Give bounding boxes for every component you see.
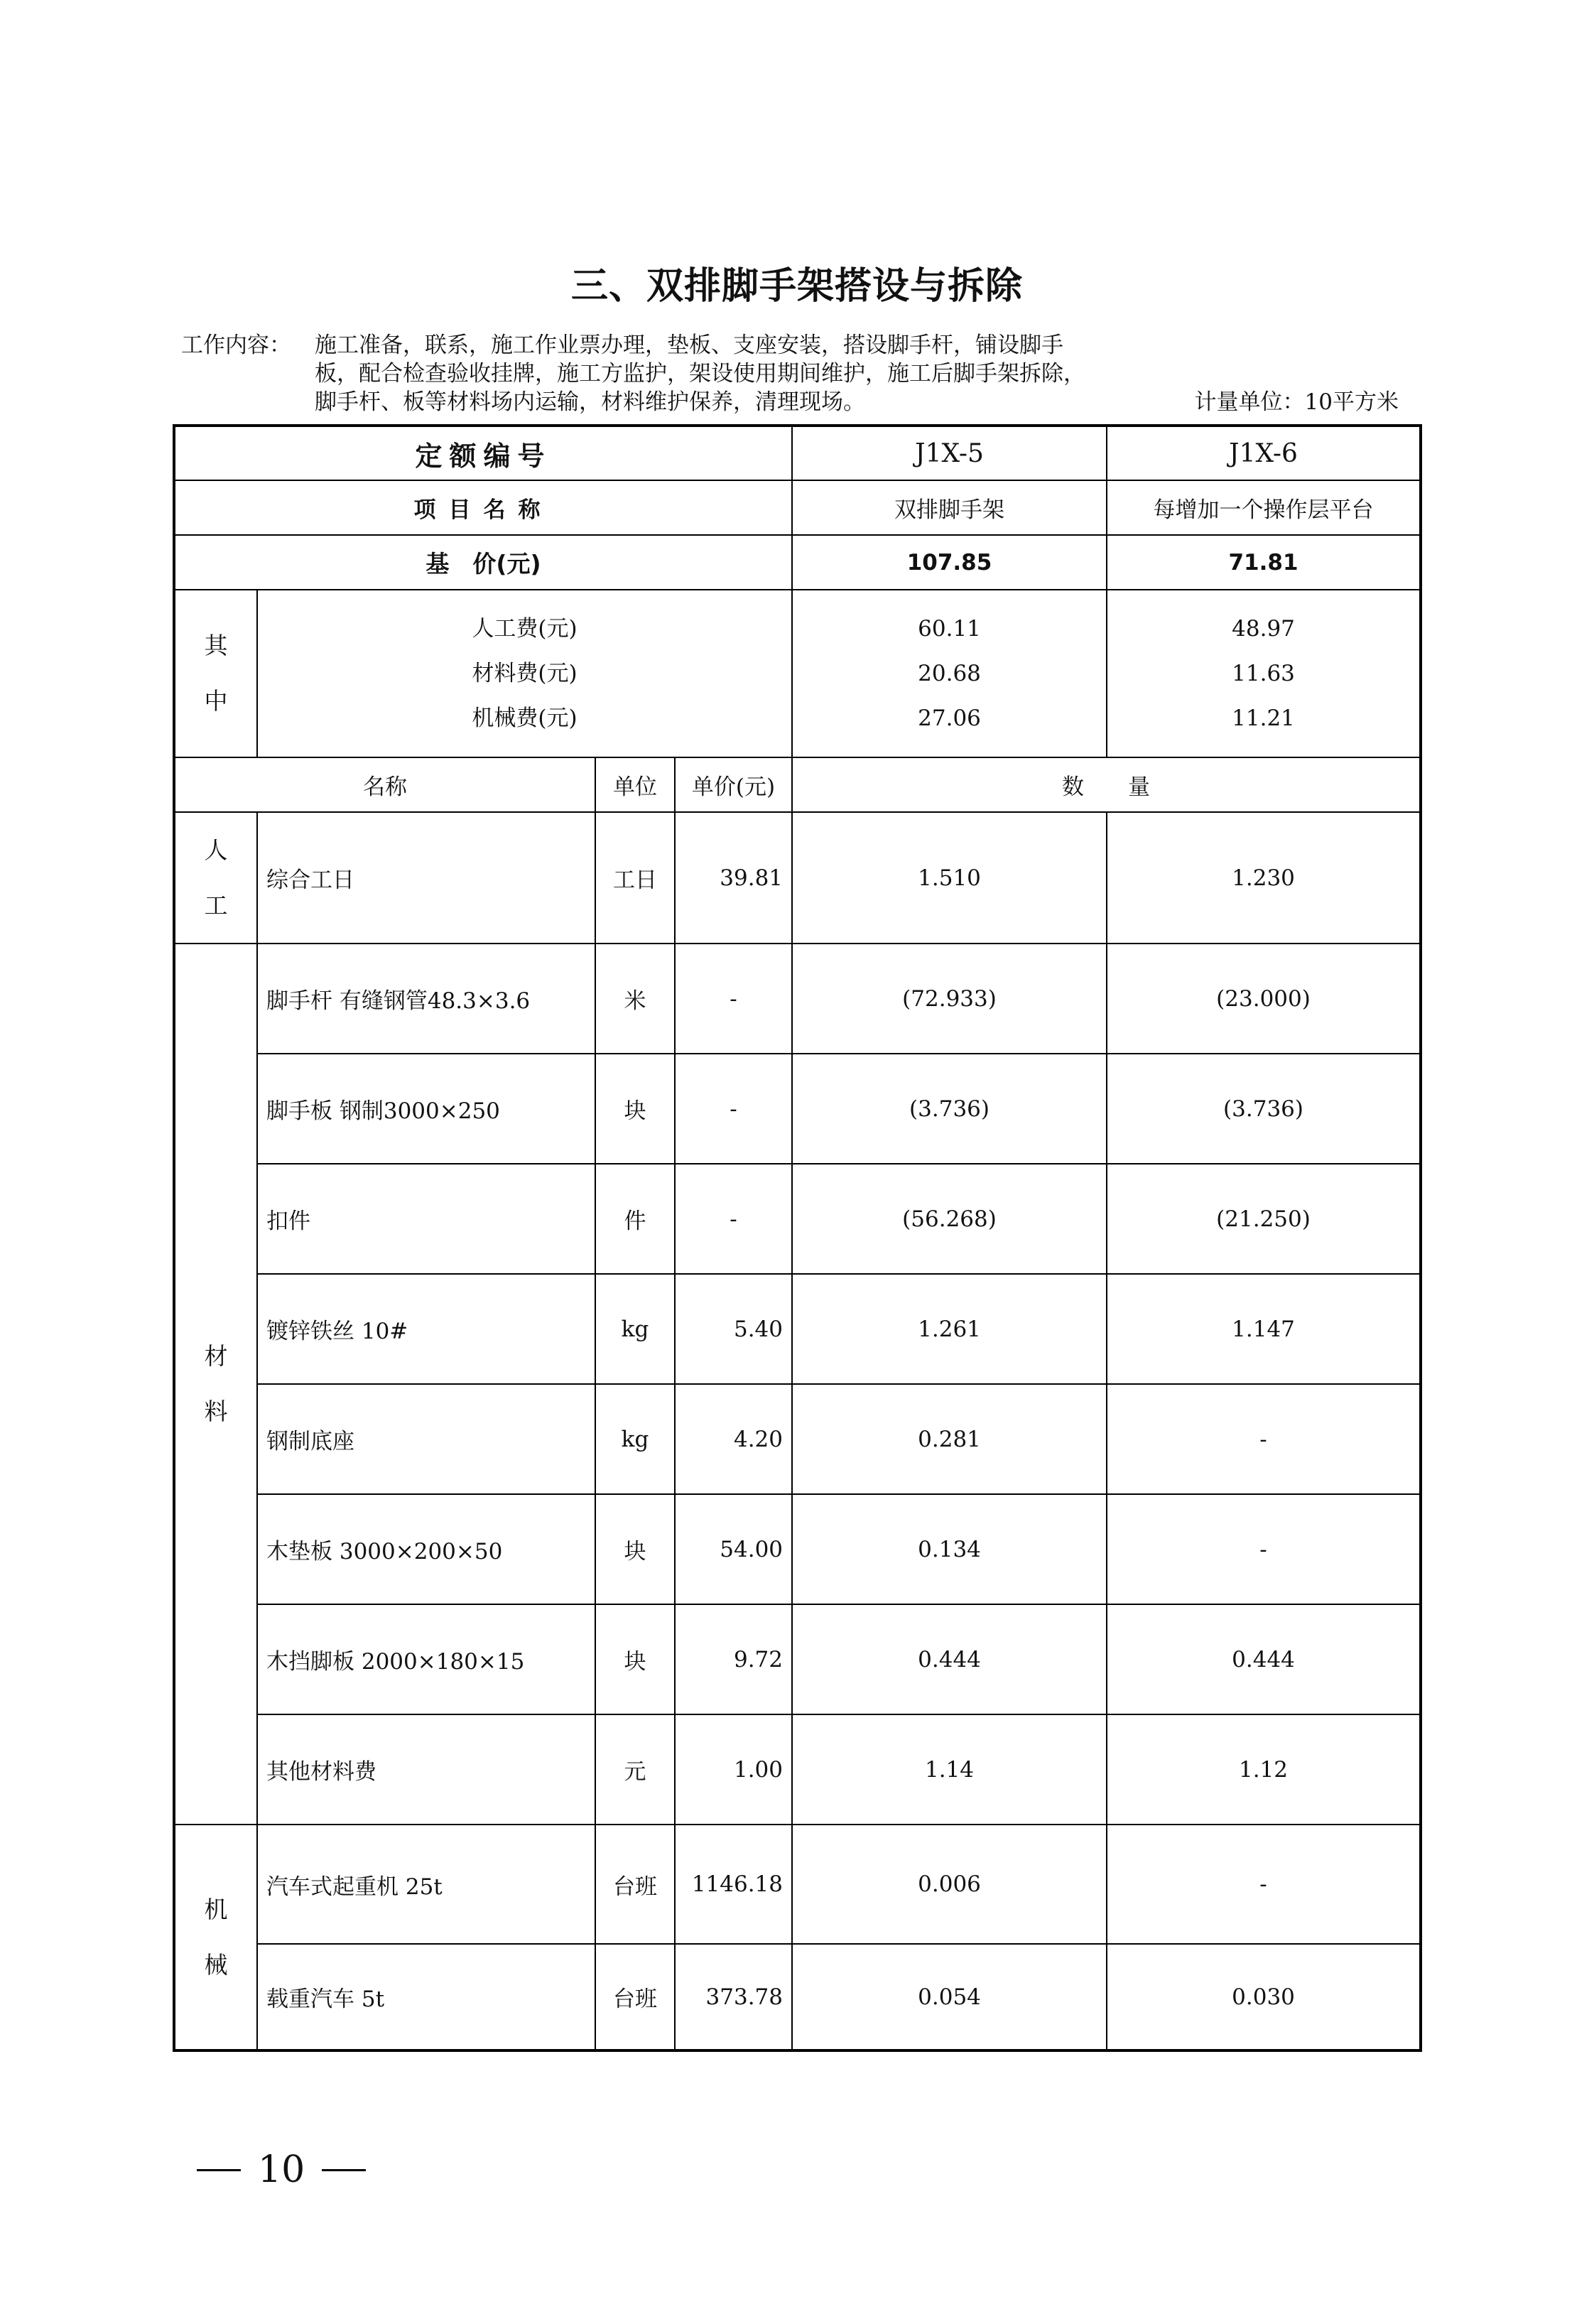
table-row <box>174 1494 1421 1604</box>
col-header-name: 名称 <box>174 757 595 812</box>
table-row <box>174 812 1421 944</box>
resource-qty-1: 0.054 <box>792 1944 1107 2050</box>
resource-unit: 块 <box>595 1604 675 1714</box>
resource-qty-1: 0.134 <box>792 1494 1107 1604</box>
cost-values-1 <box>792 590 1107 757</box>
item-name-1: 双排脚手架 <box>792 480 1107 535</box>
labor-label <box>174 812 257 944</box>
resource-price: 4.20 <box>675 1384 792 1494</box>
resource-qty-2: 1.12 <box>1107 1714 1421 1825</box>
resource-unit: 件 <box>595 1164 675 1274</box>
table-row <box>174 1164 1421 1274</box>
col-header-unit-price: 单价(元) <box>675 757 792 812</box>
page-number: 10 <box>258 2149 305 2191</box>
resource-qty-2: 0.444 <box>1107 1604 1421 1714</box>
table-row <box>174 1054 1421 1164</box>
resource-qty-1: (72.933) <box>792 944 1107 1054</box>
resource-price: 54.00 <box>675 1494 792 1604</box>
cost-value: 11.63 <box>1232 660 1295 686</box>
col-header-quantity: 数 量 <box>792 757 1421 812</box>
table-row <box>174 944 1421 1054</box>
resource-qty-1: 1.510 <box>792 812 1107 944</box>
resource-price: 9.72 <box>675 1604 792 1714</box>
resource-name: 其他材料费 <box>257 1714 595 1825</box>
resource-name: 脚手杆 有缝钢管48.3×3.6 <box>257 944 595 1054</box>
resource-price: - <box>675 944 792 1054</box>
cost-item-name: 机械费(元) <box>472 705 578 731</box>
item-name-row <box>174 480 1421 535</box>
resource-unit: 块 <box>595 1494 675 1604</box>
quota-table <box>173 424 1422 2052</box>
machine-char: 机 <box>204 1895 228 1923</box>
resource-qty-1: 0.006 <box>792 1825 1107 1944</box>
resource-unit: 块 <box>595 1054 675 1164</box>
material-label <box>174 944 257 1825</box>
resource-price: 373.78 <box>675 1944 792 2050</box>
quota-code-label: 定额编号 <box>174 426 792 480</box>
table-row <box>174 1944 1421 2050</box>
resource-name: 钢制底座 <box>257 1384 595 1494</box>
base-price-1: 107.85 <box>792 535 1107 590</box>
work-content-line: 施工准备，联系，施工作业票办理，垫板、支座安装，搭设脚手杆，铺设脚手 <box>315 333 1063 358</box>
item-name-2: 每增加一个操作层平台 <box>1107 480 1421 535</box>
quota-code-2: J1X-6 <box>1107 426 1421 480</box>
of-which-row <box>174 590 1421 757</box>
resource-qty-1: 1.14 <box>792 1714 1107 1825</box>
resource-name: 木垫板 3000×200×50 <box>257 1494 595 1604</box>
resource-qty-2: (3.736) <box>1107 1054 1421 1164</box>
table-row <box>174 1714 1421 1825</box>
page-footer <box>180 2149 383 2191</box>
page-title: 三、双排脚手架搭设与拆除 <box>570 265 1023 308</box>
resource-name: 脚手板 钢制3000×250 <box>257 1054 595 1164</box>
resource-qty-1: 1.261 <box>792 1274 1107 1384</box>
cost-item-names <box>257 590 792 757</box>
resource-qty-2: 1.147 <box>1107 1274 1421 1384</box>
quota-code-row <box>174 426 1421 480</box>
cost-value: 48.97 <box>1232 615 1295 642</box>
col-header-unit: 单位 <box>595 757 675 812</box>
machine-char: 械 <box>204 1950 228 1979</box>
base-price-2: 71.81 <box>1107 535 1421 590</box>
resource-qty-1: (3.736) <box>792 1054 1107 1164</box>
resource-unit: 台班 <box>595 1944 675 2050</box>
resource-price: 5.40 <box>675 1274 792 1384</box>
labor-char: 人 <box>204 836 228 864</box>
material-char: 料 <box>204 1398 228 1425</box>
of-which-char: 其 <box>204 632 228 659</box>
material-char: 材 <box>204 1342 228 1370</box>
column-header-row <box>174 757 1421 812</box>
resource-qty-2: - <box>1107 1384 1421 1494</box>
unit-note: 计量单位：10平方米 <box>1194 389 1399 415</box>
machine-label <box>174 1825 257 2050</box>
resource-qty-1: (56.268) <box>792 1164 1107 1274</box>
cost-value: 60.11 <box>918 615 981 642</box>
table-row <box>174 1274 1421 1384</box>
work-content-label: 工作内容： <box>181 333 291 358</box>
item-name-label: 项目名称 <box>174 480 792 535</box>
table-row <box>174 1604 1421 1714</box>
resource-qty-2: (21.250) <box>1107 1164 1421 1274</box>
footer-dash <box>322 2169 366 2171</box>
resource-qty-2: - <box>1107 1825 1421 1944</box>
resource-name: 木挡脚板 2000×180×15 <box>257 1604 595 1714</box>
base-price-row <box>174 535 1421 590</box>
resource-name: 镀锌铁丝 10# <box>257 1274 595 1384</box>
resource-price: 39.81 <box>675 812 792 944</box>
resource-qty-1: 0.444 <box>792 1604 1107 1714</box>
resource-unit: 元 <box>595 1714 675 1825</box>
resource-name: 载重汽车 5t <box>257 1944 595 2050</box>
resource-qty-1: 0.281 <box>792 1384 1107 1494</box>
cost-value: 20.68 <box>918 660 981 686</box>
footer-dash <box>197 2169 241 2171</box>
resource-name: 汽车式起重机 25t <box>257 1825 595 1944</box>
resource-name: 综合工日 <box>257 812 595 944</box>
resource-price: - <box>675 1054 792 1164</box>
quota-code-1: J1X-5 <box>792 426 1107 480</box>
work-content-line: 脚手杆、板等材料场内运输，材料维护保养，清理现场。 <box>315 389 865 415</box>
table-row <box>174 1384 1421 1494</box>
resource-name: 扣件 <box>257 1164 595 1274</box>
resource-unit: 米 <box>595 944 675 1054</box>
resource-price: - <box>675 1164 792 1274</box>
cost-item-name: 材料费(元) <box>472 660 578 686</box>
resource-price: 1.00 <box>675 1714 792 1825</box>
resource-qty-2: - <box>1107 1494 1421 1604</box>
base-price-label: 基 价(元) <box>174 535 792 590</box>
of-which-label <box>174 590 257 757</box>
cost-values-2 <box>1107 590 1421 757</box>
cost-value: 27.06 <box>918 705 981 731</box>
resource-unit: 台班 <box>595 1825 675 1944</box>
table-row <box>174 1825 1421 1944</box>
resource-qty-2: 1.230 <box>1107 812 1421 944</box>
resource-unit: kg <box>595 1274 675 1384</box>
cost-value: 11.21 <box>1232 705 1295 731</box>
resource-unit: 工日 <box>595 812 675 944</box>
resource-price: 1146.18 <box>675 1825 792 1944</box>
resource-qty-2: 0.030 <box>1107 1944 1421 2050</box>
work-content-line: 板，配合检查验收挂牌，施工方监护，架设使用期间维护，施工后脚手架拆除， <box>315 361 1085 387</box>
cost-item-name: 人工费(元) <box>472 615 578 642</box>
resource-unit: kg <box>595 1384 675 1494</box>
of-which-char: 中 <box>204 687 228 715</box>
labor-char: 工 <box>204 891 228 919</box>
resource-qty-2: (23.000) <box>1107 944 1421 1054</box>
